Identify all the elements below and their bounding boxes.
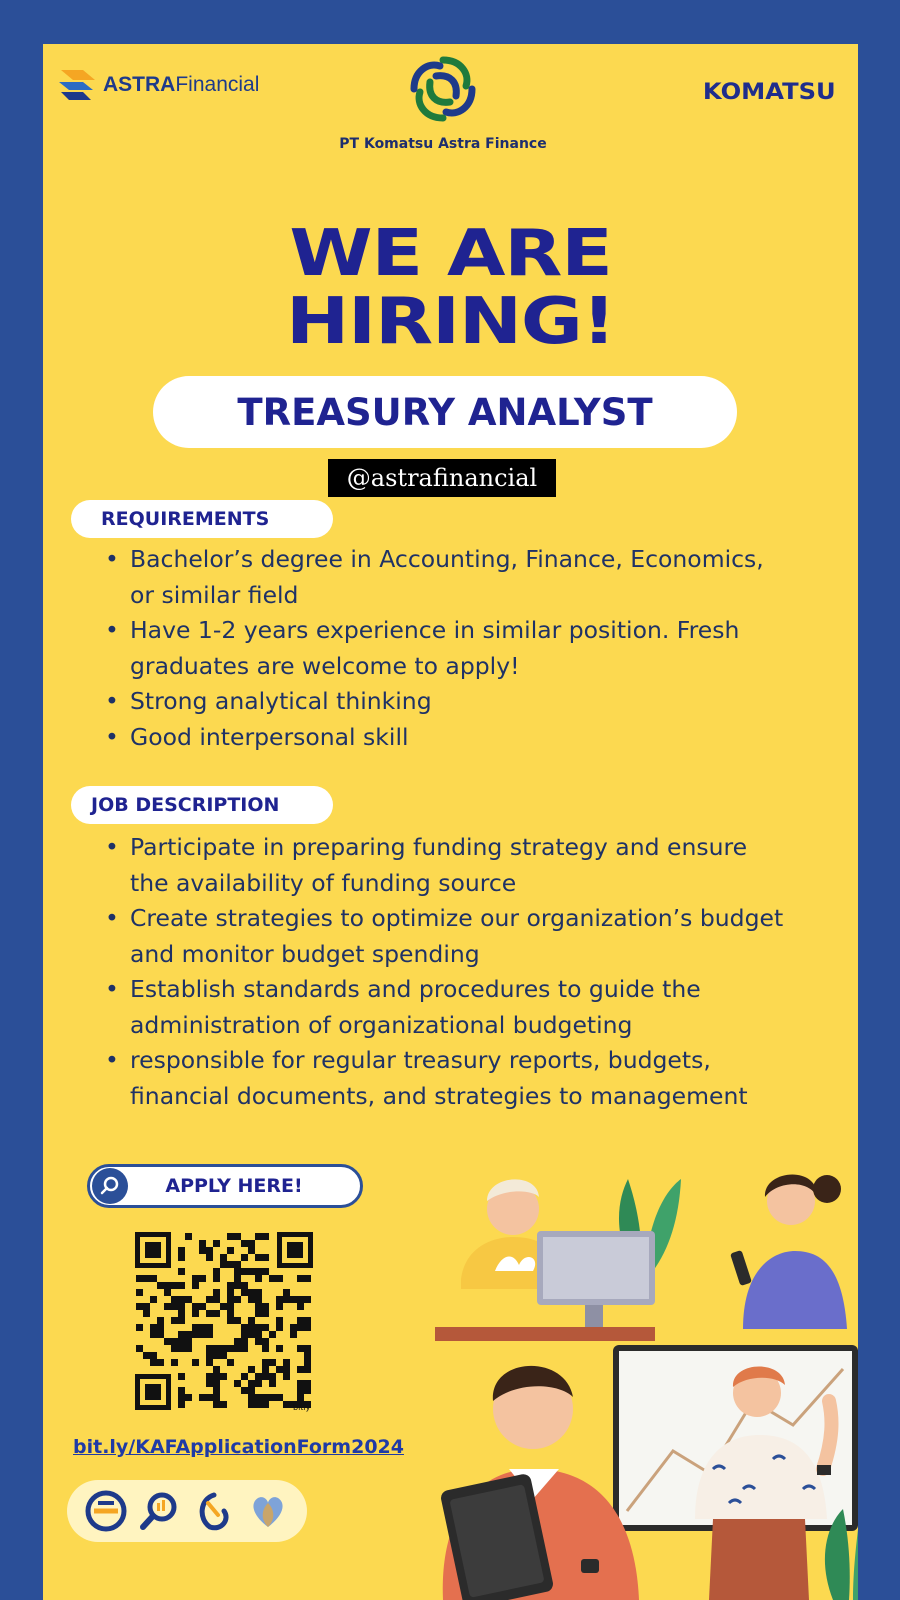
list-item: • Strong analytical thinking [105,684,785,720]
apply-here-label: APPLY HERE! [165,1175,303,1197]
job-title-badge [153,376,737,448]
headline-line-2: HIRING! [286,285,615,359]
hand-badge-icon [192,1489,236,1533]
kaf-logo [293,52,593,152]
job-description-heading: JOB DESCRIPTION [71,786,333,824]
list-item: • Have 1-2 years experience in similar position. Fresh graduates are welcome to apply! [105,613,785,684]
swirl-badge-icon [84,1489,128,1533]
apply-here-button[interactable] [87,1164,363,1208]
list-item: • Create strategies to optimize our organization’s budget and monitor budget spending [105,901,785,972]
list-item: • responsible for regular treasury reports, budgets, financial documents, and strategies to management [105,1043,785,1114]
kaf-emblem-icon [406,52,480,126]
list-item: • Establish standards and procedures to guide the administration of organizational budgeting [105,972,785,1043]
company-name: PT Komatsu Astra Finance [339,136,547,152]
application-form-link[interactable]: bit.ly/KAFApplicationForm2024 [73,1436,404,1458]
astra-logo-bold-text: ASTRA [103,73,176,96]
hiring-poster [43,44,858,1600]
list-item: • Participate in preparing funding strategy and ensure the availability of funding source [105,830,785,901]
office-team-illustration [413,1139,858,1600]
footer-badges [67,1480,307,1542]
qr-code[interactable] [133,1230,315,1412]
astra-logo-light-text: Financial [175,73,260,96]
list-item: • Good interpersonal skill [105,720,785,756]
requirements-heading: REQUIREMENTS [71,500,333,538]
job-title: TREASURY ANALYST [237,390,653,434]
astra-financial-logo [57,68,259,102]
headline-line-1: WE ARE [289,217,612,291]
komatsu-logo: KOMATSU [703,80,836,105]
heart-badge-icon [246,1489,290,1533]
job-description-list [105,830,785,1114]
astra-logo-icon [57,68,97,102]
magnifier-badge-icon [138,1489,182,1533]
requirements-list [105,542,785,755]
qr-caption: bitly [293,1403,311,1412]
list-item: • Bachelor’s degree in Accounting, Finance, Economics, or similar field [105,542,785,613]
social-handle: @astrafinancial [328,459,556,497]
search-icon [92,1168,128,1204]
